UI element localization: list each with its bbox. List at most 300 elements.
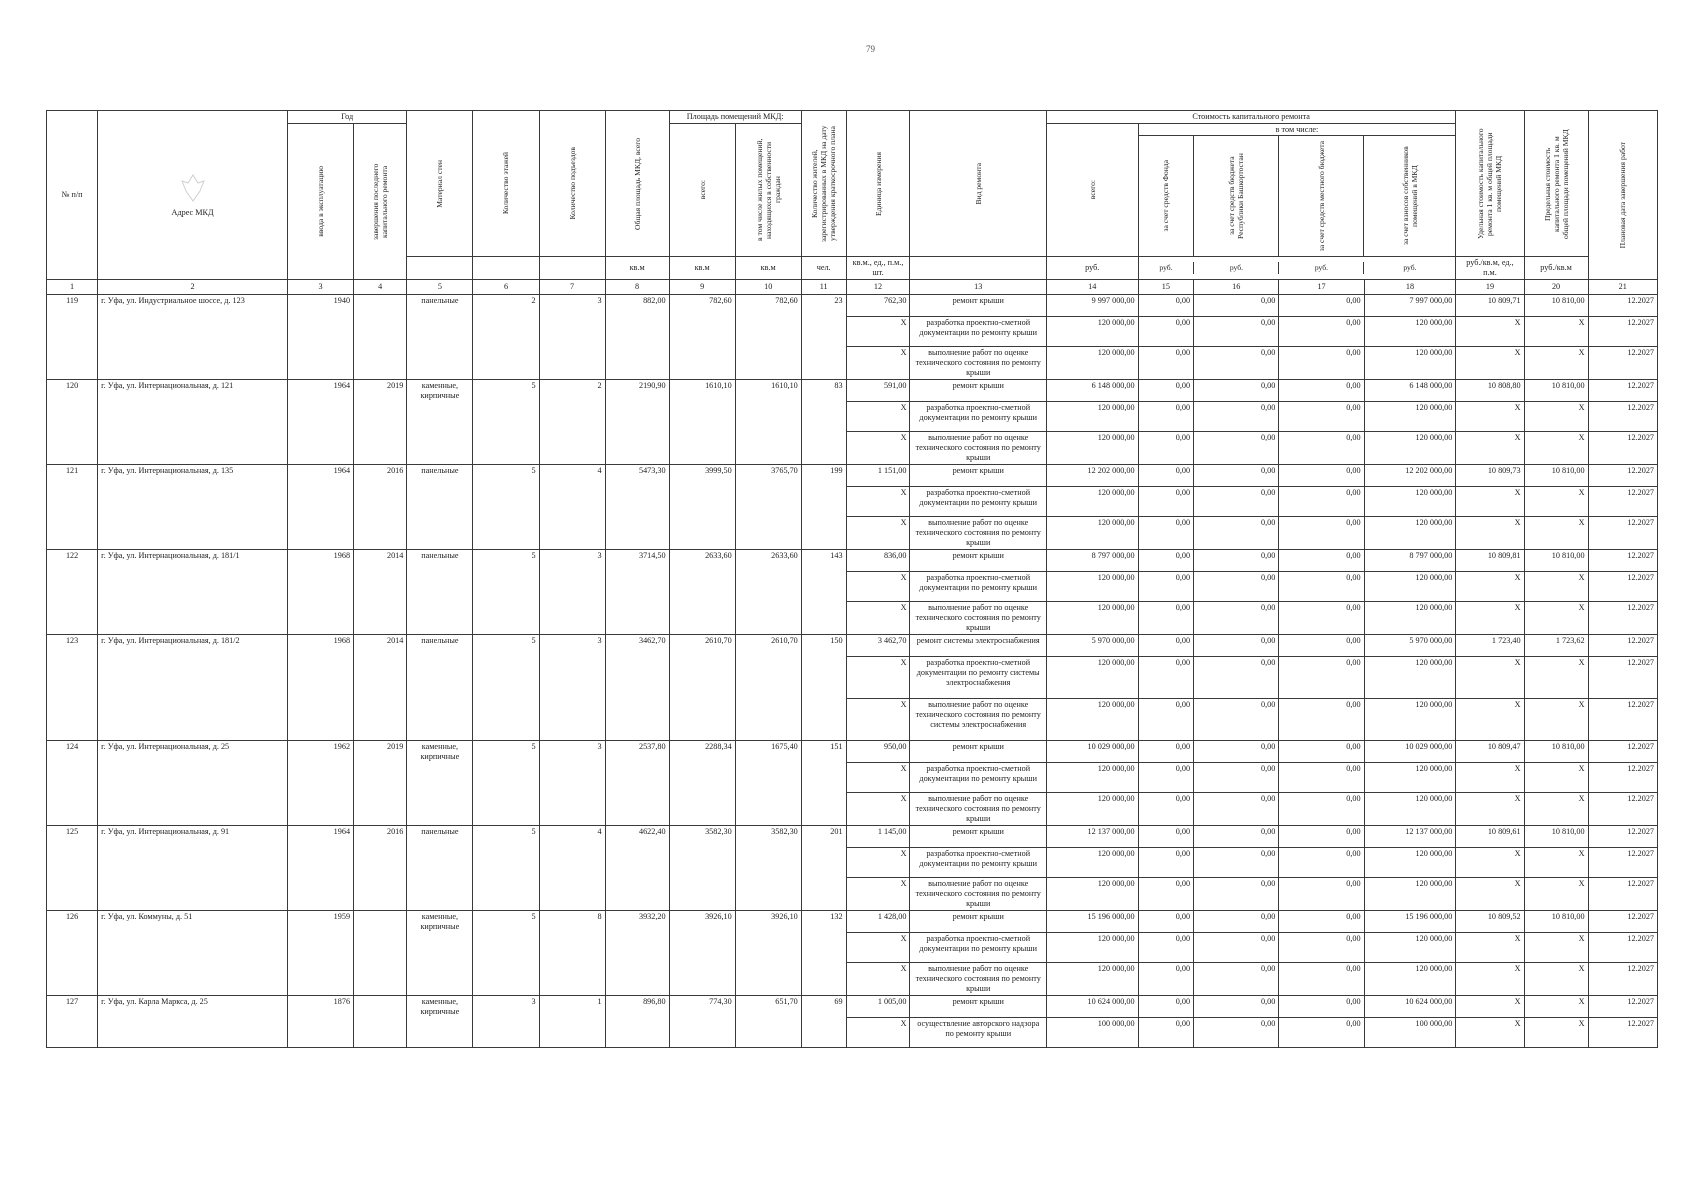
- row-number: 126: [47, 911, 98, 996]
- row-unit-cost: X: [1456, 317, 1524, 347]
- row-cost-total: 120 000,00: [1046, 933, 1138, 963]
- row-cost-owners: 10 029 000,00: [1364, 741, 1456, 763]
- row-quantity-x: X: [846, 699, 910, 741]
- row-residents: 151: [801, 741, 846, 826]
- table-row: [47, 295, 1658, 317]
- row-cost-fund: 0,00: [1138, 317, 1193, 347]
- unit-repair-type: [910, 257, 1046, 280]
- row-cost-fund: 0,00: [1138, 933, 1193, 963]
- row-max-cost: 10 810,00: [1524, 380, 1588, 402]
- row-cost-local: 0,00: [1279, 402, 1364, 432]
- row-cost-republic: 0,00: [1194, 465, 1279, 487]
- row-deadline: 12.2027: [1588, 432, 1657, 465]
- row-number: 120: [47, 380, 98, 465]
- page-number: 79: [866, 44, 875, 54]
- row-premises-residential: 3582,30: [735, 826, 801, 911]
- row-cost-owners: 12 202 000,00: [1364, 465, 1456, 487]
- row-residents: 143: [801, 550, 846, 635]
- row-year-commission: 1968: [287, 550, 353, 635]
- row-cost-total: 10 624 000,00: [1046, 996, 1138, 1018]
- unit-total-area: кв.м: [605, 257, 669, 280]
- row-cost-local: 0,00: [1279, 380, 1364, 402]
- row-quantity: 762,30: [846, 295, 910, 317]
- column-number: 6: [473, 280, 539, 295]
- row-deadline: 12.2027: [1588, 878, 1657, 911]
- row-cost-republic: 0,00: [1194, 487, 1279, 517]
- row-entrances: 4: [539, 826, 605, 911]
- row-year-commission: 1962: [287, 741, 353, 826]
- header-residents: Количество жителей, зарегистрированных в МКД на дату утверждения краткосрочного плана: [801, 111, 846, 257]
- row-total-area: 5473,30: [605, 465, 669, 550]
- row-repair-type: выполнение работ по оценке технического состояния по ремонту системы электроснабжения: [910, 699, 1046, 741]
- row-premises-residential: 1675,40: [735, 741, 801, 826]
- row-cost-local: 0,00: [1279, 763, 1364, 793]
- row-cost-republic: 0,00: [1194, 295, 1279, 317]
- row-quantity: 1 428,00: [846, 911, 910, 933]
- row-entrances: 3: [539, 741, 605, 826]
- row-unit-cost: 10 809,61: [1456, 826, 1524, 848]
- row-residents: 69: [801, 996, 846, 1048]
- row-repair-type: осуществление авторского надзора по ремонту крыши: [910, 1018, 1046, 1048]
- row-max-cost: X: [1524, 432, 1588, 465]
- row-residents: 132: [801, 911, 846, 996]
- row-repair-type: выполнение работ по оценке технического состояния по ремонту крыши: [910, 432, 1046, 465]
- row-unit-cost: X: [1456, 517, 1524, 550]
- row-quantity: 1 145,00: [846, 826, 910, 848]
- row-cost-republic: 0,00: [1194, 699, 1279, 741]
- row-max-cost: 10 810,00: [1524, 295, 1588, 317]
- row-cost-total: 120 000,00: [1046, 763, 1138, 793]
- row-quantity: 3 462,70: [846, 635, 910, 657]
- row-quantity-x: X: [846, 602, 910, 635]
- row-address: г. Уфа, ул. Интернациональная, д. 181/1: [98, 550, 288, 635]
- row-quantity: 950,00: [846, 741, 910, 763]
- row-repair-type: выполнение работ по оценке технического состояния по ремонту крыши: [910, 517, 1046, 550]
- row-cost-fund: 0,00: [1138, 878, 1193, 911]
- unit-premises-total: кв.м: [669, 257, 735, 280]
- header-entrances: Количество подъездов: [539, 111, 605, 257]
- row-cost-local: 0,00: [1279, 963, 1364, 996]
- row-deadline: 12.2027: [1588, 602, 1657, 635]
- header-premises-group: Площадь помещений МКД:: [669, 111, 801, 124]
- row-entrances: 3: [539, 635, 605, 741]
- row-cost-owners: 120 000,00: [1364, 432, 1456, 465]
- row-floors: 5: [473, 911, 539, 996]
- row-unit-cost: X: [1456, 699, 1524, 741]
- table-row: [47, 826, 1658, 848]
- row-number: 127: [47, 996, 98, 1048]
- column-number: 4: [354, 280, 407, 295]
- row-quantity-x: X: [846, 317, 910, 347]
- row-year-last-repair: [354, 996, 407, 1048]
- row-address: г. Уфа, ул. Интернациональная, д. 91: [98, 826, 288, 911]
- row-cost-total: 120 000,00: [1046, 699, 1138, 741]
- row-cost-total: 120 000,00: [1046, 793, 1138, 826]
- row-cost-republic: 0,00: [1194, 911, 1279, 933]
- header-repair-type: Вид ремонта: [910, 111, 1046, 257]
- register-sheet: [46, 110, 1658, 1048]
- row-quantity-x: X: [846, 657, 910, 699]
- row-premises-residential: 3765,70: [735, 465, 801, 550]
- row-max-cost: X: [1524, 517, 1588, 550]
- row-cost-owners: 12 137 000,00: [1364, 826, 1456, 848]
- unit-cost-local: руб.: [1279, 262, 1364, 274]
- row-cost-fund: 0,00: [1138, 295, 1193, 317]
- row-cost-fund: 0,00: [1138, 848, 1193, 878]
- row-entrances: 1: [539, 996, 605, 1048]
- row-number: 123: [47, 635, 98, 741]
- row-cost-owners: 120 000,00: [1364, 763, 1456, 793]
- column-number: 12: [846, 280, 910, 295]
- unit-cost-total: руб.: [1046, 257, 1138, 280]
- row-deadline: 12.2027: [1588, 295, 1657, 317]
- row-cost-fund: 0,00: [1138, 432, 1193, 465]
- row-cost-fund: 0,00: [1138, 380, 1193, 402]
- row-quantity-x: X: [846, 487, 910, 517]
- row-cost-owners: 120 000,00: [1364, 602, 1456, 635]
- row-cost-local: 0,00: [1279, 657, 1364, 699]
- row-premises-residential: 782,60: [735, 295, 801, 380]
- row-repair-type: ремонт крыши: [910, 996, 1046, 1018]
- row-cost-total: 100 000,00: [1046, 1018, 1138, 1048]
- row-cost-local: 0,00: [1279, 741, 1364, 763]
- row-cost-fund: 0,00: [1138, 996, 1193, 1018]
- row-quantity-x: X: [846, 933, 910, 963]
- row-residents: 201: [801, 826, 846, 911]
- row-cost-local: 0,00: [1279, 347, 1364, 380]
- unit-max-cost: руб./кв.м: [1524, 257, 1588, 280]
- column-number: 20: [1524, 280, 1588, 295]
- row-repair-type: ремонт системы электроснабжения: [910, 635, 1046, 657]
- row-max-cost: X: [1524, 347, 1588, 380]
- row-cost-fund: 0,00: [1138, 517, 1193, 550]
- row-cost-fund: 0,00: [1138, 911, 1193, 933]
- row-repair-type: разработка проектно-сметной документации по ремонту крыши: [910, 487, 1046, 517]
- row-wall-material: панельные: [407, 465, 473, 550]
- column-number: 2: [98, 280, 288, 295]
- row-cost-owners: 100 000,00: [1364, 1018, 1456, 1048]
- row-deadline: 12.2027: [1588, 550, 1657, 572]
- row-quantity: 836,00: [846, 550, 910, 572]
- row-cost-owners: 15 196 000,00: [1364, 911, 1456, 933]
- row-cost-local: 0,00: [1279, 1018, 1364, 1048]
- row-cost-republic: 0,00: [1194, 517, 1279, 550]
- row-year-commission: 1968: [287, 635, 353, 741]
- row-cost-fund: 0,00: [1138, 793, 1193, 826]
- row-year-last-repair: 2016: [354, 826, 407, 911]
- row-premises-residential: 3926,10: [735, 911, 801, 996]
- row-cost-fund: 0,00: [1138, 402, 1193, 432]
- row-unit-cost: 10 809,52: [1456, 911, 1524, 933]
- unit-cost-fund: руб.: [1139, 262, 1194, 274]
- row-entrances: 3: [539, 295, 605, 380]
- row-year-last-repair: 2019: [354, 380, 407, 465]
- row-cost-local: 0,00: [1279, 635, 1364, 657]
- row-deadline: 12.2027: [1588, 911, 1657, 933]
- row-unit-cost: X: [1456, 793, 1524, 826]
- row-unit-cost: X: [1456, 402, 1524, 432]
- header-cost-owners: за счет взносов собственников помещений в МКД: [1400, 146, 1419, 246]
- row-unit-cost: X: [1456, 963, 1524, 996]
- row-deadline: 12.2027: [1588, 487, 1657, 517]
- row-year-commission: 1964: [287, 826, 353, 911]
- row-cost-fund: 0,00: [1138, 572, 1193, 602]
- row-cost-fund: 0,00: [1138, 657, 1193, 699]
- row-repair-type: выполнение работ по оценке технического состояния по ремонту крыши: [910, 878, 1046, 911]
- row-max-cost: X: [1524, 572, 1588, 602]
- row-quantity: 591,00: [846, 380, 910, 402]
- row-repair-type: разработка проектно-сметной документации по ремонту крыши: [910, 572, 1046, 602]
- row-cost-republic: 0,00: [1194, 933, 1279, 963]
- row-quantity-x: X: [846, 793, 910, 826]
- row-year-last-repair: 2019: [354, 741, 407, 826]
- table-row: [47, 741, 1658, 763]
- row-total-area: 2190,90: [605, 380, 669, 465]
- row-total-area: 4622,40: [605, 826, 669, 911]
- header-unit-cost: Удельная стоимость капитального ремонта 1 кв. м общей площади помещений МКД: [1456, 111, 1524, 257]
- row-total-area: 3714,50: [605, 550, 669, 635]
- row-cost-local: 0,00: [1279, 699, 1364, 741]
- row-deadline: 12.2027: [1588, 317, 1657, 347]
- row-cost-fund: 0,00: [1138, 763, 1193, 793]
- row-unit-cost: X: [1456, 1018, 1524, 1048]
- table-body: [47, 295, 1658, 1048]
- row-deadline: 12.2027: [1588, 699, 1657, 741]
- header-floors: Количество этажей: [473, 111, 539, 257]
- row-cost-total: 120 000,00: [1046, 432, 1138, 465]
- row-unit-cost: X: [1456, 763, 1524, 793]
- row-year-last-repair: 2014: [354, 635, 407, 741]
- row-year-last-repair: 2016: [354, 465, 407, 550]
- row-year-last-repair: [354, 295, 407, 380]
- row-premises-residential: 1610,10: [735, 380, 801, 465]
- row-wall-material: панельные: [407, 550, 473, 635]
- column-number: 16: [1194, 280, 1279, 295]
- header-max-cost: Предельная стоимость капитального ремонта 1 кв. м общей площади помещений МКД: [1524, 111, 1588, 257]
- row-wall-material: каменные, кирпичные: [407, 911, 473, 996]
- row-year-commission: 1964: [287, 465, 353, 550]
- table-row: [47, 465, 1658, 487]
- row-unit-cost: 10 809,81: [1456, 550, 1524, 572]
- row-repair-type: ремонт крыши: [910, 911, 1046, 933]
- row-cost-fund: 0,00: [1138, 487, 1193, 517]
- table-row: [47, 550, 1658, 572]
- row-residents: 150: [801, 635, 846, 741]
- row-cost-fund: 0,00: [1138, 347, 1193, 380]
- row-max-cost: 1 723,62: [1524, 635, 1588, 657]
- row-cost-owners: 120 000,00: [1364, 699, 1456, 741]
- row-cost-total: 15 196 000,00: [1046, 911, 1138, 933]
- row-cost-total: 120 000,00: [1046, 402, 1138, 432]
- row-cost-total: 120 000,00: [1046, 657, 1138, 699]
- row-unit-cost: X: [1456, 848, 1524, 878]
- row-cost-owners: 120 000,00: [1364, 317, 1456, 347]
- row-year-commission: 1940: [287, 295, 353, 380]
- column-number: 3: [287, 280, 353, 295]
- row-cost-fund: 0,00: [1138, 635, 1193, 657]
- table-row: [47, 380, 1658, 402]
- row-deadline: 12.2027: [1588, 996, 1657, 1018]
- row-entrances: 8: [539, 911, 605, 996]
- row-repair-type: разработка проектно-сметной документации по ремонту крыши: [910, 933, 1046, 963]
- row-cost-local: 0,00: [1279, 826, 1364, 848]
- row-quantity-x: X: [846, 572, 910, 602]
- row-unit-cost: 10 809,47: [1456, 741, 1524, 763]
- row-unit-cost: X: [1456, 572, 1524, 602]
- unit-cost-owners: руб.: [1403, 263, 1417, 272]
- header-unit: Единица измерения: [846, 111, 910, 257]
- row-max-cost: X: [1524, 1018, 1588, 1048]
- column-number: 19: [1456, 280, 1524, 295]
- row-address: г. Уфа, ул. Индустриальное шоссе, д. 123: [98, 295, 288, 380]
- row-address: г. Уфа, ул. Карла Маркса, д. 25: [98, 996, 288, 1048]
- row-deadline: 12.2027: [1588, 657, 1657, 699]
- row-residents: 23: [801, 295, 846, 380]
- row-cost-fund: 0,00: [1138, 826, 1193, 848]
- row-premises-residential: 2633,60: [735, 550, 801, 635]
- row-cost-owners: 120 000,00: [1364, 848, 1456, 878]
- row-deadline: 12.2027: [1588, 402, 1657, 432]
- row-repair-type: ремонт крыши: [910, 550, 1046, 572]
- row-cost-owners: 120 000,00: [1364, 572, 1456, 602]
- row-unit-cost: X: [1456, 347, 1524, 380]
- row-quantity-x: X: [846, 963, 910, 996]
- row-cost-local: 0,00: [1279, 465, 1364, 487]
- row-cost-local: 0,00: [1279, 933, 1364, 963]
- row-floors: 5: [473, 550, 539, 635]
- row-cost-total: 120 000,00: [1046, 572, 1138, 602]
- row-cost-total: 9 997 000,00: [1046, 295, 1138, 317]
- row-year-commission: 1876: [287, 996, 353, 1048]
- header-material: Материал стен: [407, 111, 473, 257]
- row-max-cost: X: [1524, 763, 1588, 793]
- row-floors: 5: [473, 380, 539, 465]
- row-cost-fund: 0,00: [1138, 963, 1193, 996]
- row-floors: 5: [473, 741, 539, 826]
- row-max-cost: 10 810,00: [1524, 741, 1588, 763]
- row-max-cost: 10 810,00: [1524, 550, 1588, 572]
- row-cost-total: 120 000,00: [1046, 878, 1138, 911]
- row-wall-material: панельные: [407, 295, 473, 380]
- unit-unit-cost: руб./кв.м, ед., п.м.: [1456, 257, 1524, 280]
- header-cost-local: за счет средств местного бюджета: [1279, 136, 1364, 256]
- column-number-row: [47, 280, 1658, 295]
- header-address: [98, 111, 288, 280]
- row-max-cost: 10 810,00: [1524, 826, 1588, 848]
- column-number: 7: [539, 280, 605, 295]
- row-deadline: 12.2027: [1588, 572, 1657, 602]
- row-cost-republic: 0,00: [1194, 878, 1279, 911]
- header-premises-total: всего:: [669, 124, 735, 257]
- row-residents: 83: [801, 380, 846, 465]
- row-unit-cost: X: [1456, 996, 1524, 1018]
- row-quantity-x: X: [846, 432, 910, 465]
- row-year-commission: 1964: [287, 380, 353, 465]
- row-floors: 5: [473, 635, 539, 741]
- row-number: 119: [47, 295, 98, 380]
- unit-entrances: [539, 257, 605, 280]
- row-cost-total: 120 000,00: [1046, 848, 1138, 878]
- row-cost-local: 0,00: [1279, 848, 1364, 878]
- row-cost-fund: 0,00: [1138, 699, 1193, 741]
- row-deadline: 12.2027: [1588, 963, 1657, 996]
- row-floors: 2: [473, 295, 539, 380]
- row-cost-total: 120 000,00: [1046, 487, 1138, 517]
- row-address: г. Уфа, ул. Интернациональная, д. 135: [98, 465, 288, 550]
- row-max-cost: X: [1524, 878, 1588, 911]
- row-deadline: 12.2027: [1588, 465, 1657, 487]
- row-repair-type: разработка проектно-сметной документации по ремонту крыши: [910, 763, 1046, 793]
- header-cost-fund: за счет средств Фонда: [1139, 136, 1194, 256]
- row-cost-republic: 0,00: [1194, 826, 1279, 848]
- row-quantity-x: X: [846, 1018, 910, 1048]
- row-cost-republic: 0,00: [1194, 1018, 1279, 1048]
- row-cost-owners: 6 148 000,00: [1364, 380, 1456, 402]
- row-max-cost: X: [1524, 848, 1588, 878]
- row-cost-republic: 0,00: [1194, 402, 1279, 432]
- row-quantity: 1 151,00: [846, 465, 910, 487]
- row-cost-total: 120 000,00: [1046, 317, 1138, 347]
- row-deadline: 12.2027: [1588, 635, 1657, 657]
- row-premises-total: 3582,30: [669, 826, 735, 911]
- row-premises-total: 774,30: [669, 996, 735, 1048]
- row-floors: 5: [473, 826, 539, 911]
- header-deadline: Плановая дата завершения работ: [1588, 111, 1657, 280]
- row-repair-type: разработка проектно-сметной документации по ремонту крыши: [910, 317, 1046, 347]
- row-cost-total: 6 148 000,00: [1046, 380, 1138, 402]
- unit-material: [407, 257, 473, 280]
- column-number: 9: [669, 280, 735, 295]
- row-premises-total: 2633,60: [669, 550, 735, 635]
- row-cost-local: 0,00: [1279, 602, 1364, 635]
- row-cost-total: 5 970 000,00: [1046, 635, 1138, 657]
- row-quantity: 1 005,00: [846, 996, 910, 1018]
- row-cost-total: 120 000,00: [1046, 347, 1138, 380]
- row-year-last-repair: 2014: [354, 550, 407, 635]
- header-cost-group: Стоимость капитального ремонта: [1046, 111, 1455, 124]
- header-address-label: Адрес МКД: [171, 207, 214, 217]
- row-year-commission: 1959: [287, 911, 353, 996]
- header-premises-residential: в том числе жилых помещений, находящихся в собственности граждан: [735, 124, 801, 257]
- row-quantity-x: X: [846, 878, 910, 911]
- row-cost-owners: 120 000,00: [1364, 517, 1456, 550]
- row-cost-total: 120 000,00: [1046, 602, 1138, 635]
- row-cost-owners: 120 000,00: [1364, 487, 1456, 517]
- row-unit-cost: X: [1456, 602, 1524, 635]
- row-cost-local: 0,00: [1279, 878, 1364, 911]
- row-cost-republic: 0,00: [1194, 550, 1279, 572]
- column-number: 14: [1046, 280, 1138, 295]
- row-cost-republic: 0,00: [1194, 793, 1279, 826]
- row-cost-republic: 0,00: [1194, 347, 1279, 380]
- row-residents: 199: [801, 465, 846, 550]
- row-number: 124: [47, 741, 98, 826]
- row-max-cost: X: [1524, 602, 1588, 635]
- row-max-cost: X: [1524, 699, 1588, 741]
- unit-cost-republic: руб.: [1194, 262, 1279, 274]
- unit-residents: чел.: [801, 257, 846, 280]
- row-deadline: 12.2027: [1588, 793, 1657, 826]
- row-number: 122: [47, 550, 98, 635]
- row-premises-total: 782,60: [669, 295, 735, 380]
- row-deadline: 12.2027: [1588, 1018, 1657, 1048]
- row-repair-type: ремонт крыши: [910, 380, 1046, 402]
- row-cost-republic: 0,00: [1194, 963, 1279, 996]
- column-number: 10: [735, 280, 801, 295]
- row-total-area: 882,00: [605, 295, 669, 380]
- row-cost-owners: 120 000,00: [1364, 657, 1456, 699]
- row-quantity-x: X: [846, 517, 910, 550]
